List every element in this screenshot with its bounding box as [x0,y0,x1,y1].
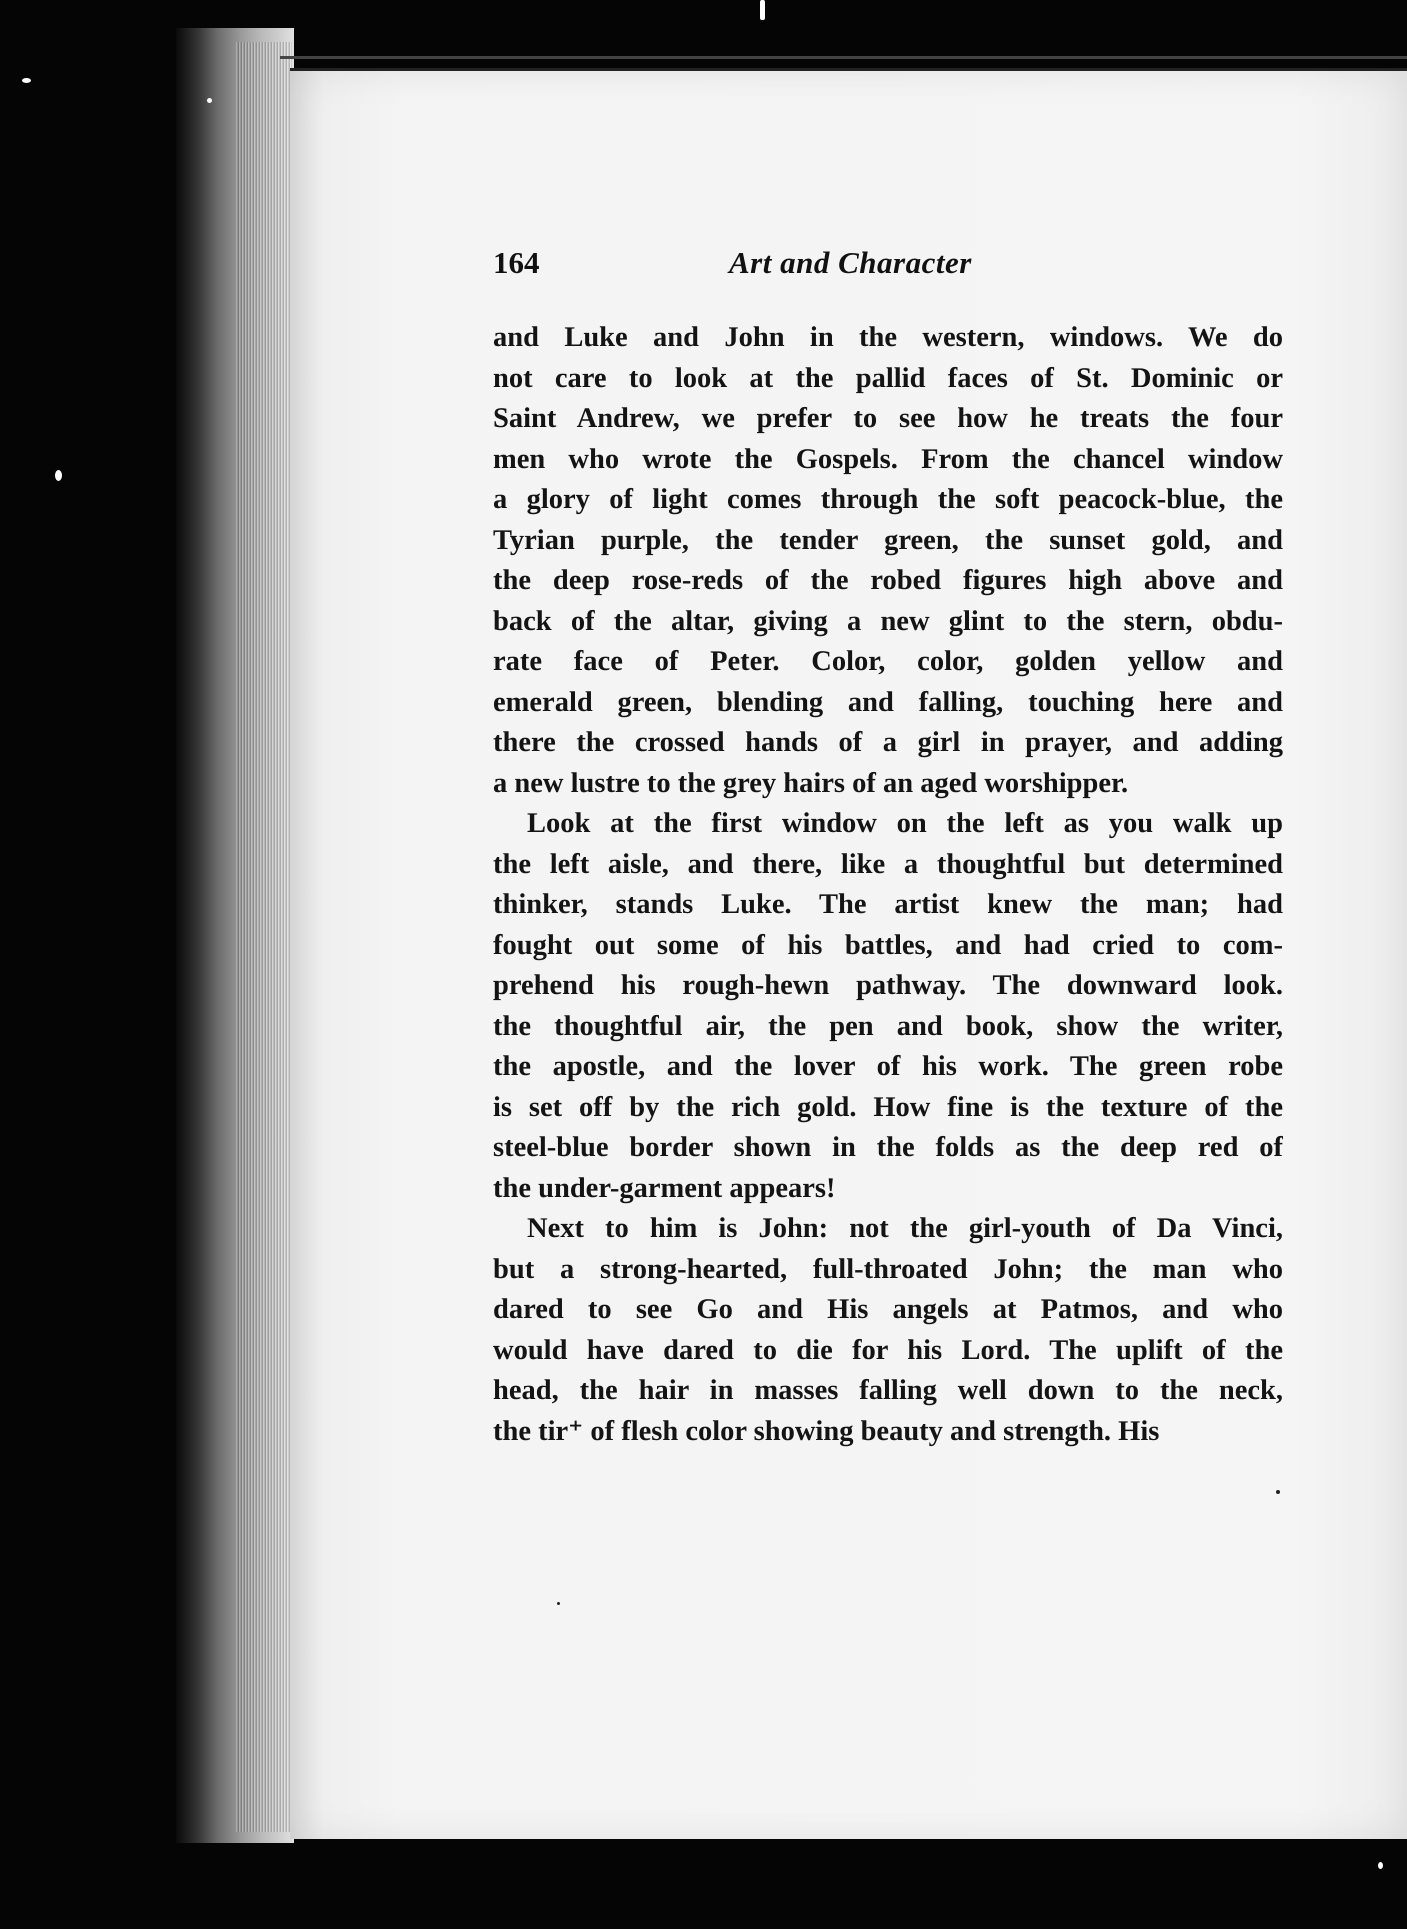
text-line: a new lustre to the grey hairs of an aged worshipper. [493,767,1129,799]
text-line: prehend his rough-hewn pathway. The downward look. [493,970,1283,1001]
text-line: not care to look at the pallid faces of St. Dominic or [493,362,1283,394]
text-line: and Luke and John in the western, windows. We do [493,322,1283,353]
page-top-border [280,56,1407,59]
text-line: dared to see Go and His angels at Patmos, and who [493,1294,1283,1325]
text-line: is set off by the rich gold. How fine is the texture of the [493,1091,1283,1123]
scan-speck [55,470,62,481]
text-line: thinker, stands Luke. The artist knew the man; had [493,889,1283,920]
text-line: rate face of Peter. Color, color, golden yellow and [493,646,1283,677]
running-title: Art and Character [729,245,972,280]
scan-speck [22,78,31,83]
body-text [493,318,1283,1452]
scan-speck [207,98,212,103]
text-line: the left aisle, and there, like a thoughtful but determined [493,848,1283,880]
text-line: head, the hair in masses falling well down to the neck, [493,1375,1283,1406]
scan-speck [557,1602,560,1605]
scan-speck [1276,1490,1280,1494]
page-header [493,245,1283,293]
text-line: Look at the first window on the left as you walk up [527,808,1283,839]
text-line: fought out some of his battles, and had cried to com- [493,929,1283,961]
text-line: men who wrote the Gospels. From the chancel window [493,443,1283,475]
text-line: there the crossed hands of a girl in prayer, and adding [493,727,1283,758]
text-line: back of the altar, giving a new glint to the stern, obdu- [493,605,1283,637]
text-line: the deep rose-reds of the robed figures high above and [493,565,1283,596]
text-line: steel-blue border shown in the folds as the deep red of [493,1132,1283,1163]
scan-speck [760,0,765,20]
text-line: the under-garment appears! [493,1172,836,1204]
text-line: Tyrian purple, the tender green, the sunset gold, and [493,524,1283,556]
text-line: emerald green, blending and falling, touching here and [493,686,1283,718]
text-line: the tir⁺ of flesh color showing beauty and strength. His [493,1415,1160,1447]
text-line: Next to him is John: not the girl-youth of Da Vinci, [527,1213,1283,1244]
scan-speck [1378,1862,1383,1869]
page-number: 164 [493,245,540,280]
text-line: a glory of light comes through the soft peacock-blue, the [493,484,1283,515]
text-line: but a strong-hearted, full-throated John; the man who [493,1253,1283,1285]
text-line: the thoughtful air, the pen and book, show the writer, [493,1010,1283,1042]
text-line: would have dared to die for his Lord. The uplift of the [493,1334,1283,1366]
book-page-edge-lines [236,42,292,1832]
text-line: Saint Andrew, we prefer to see how he treats the four [493,403,1283,434]
text-line: the apostle, and the lover of his work. The green robe [493,1051,1283,1082]
